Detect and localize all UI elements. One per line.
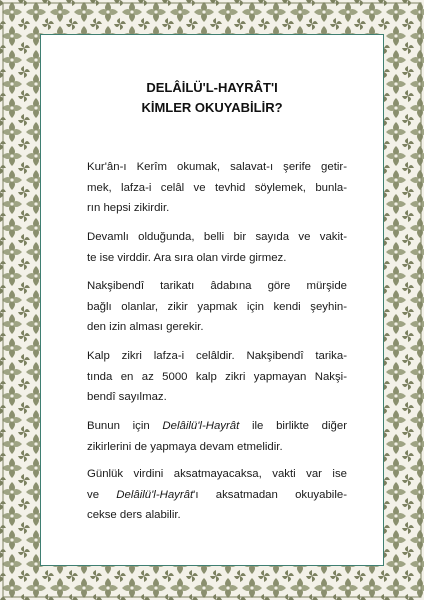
paragraph-line: te ise virddir. Ara sıra olan virde girmez. xyxy=(87,251,287,264)
paragraph-line: tında en az 5000 kalp zikri yapmayan Nakşi- xyxy=(87,370,347,383)
paragraph-line: mek, lafza-i celâl ve tevhid söylemek, bunla- xyxy=(87,181,347,194)
paragraph-5 xyxy=(87,416,347,457)
paragraph-line: Kur'ân-ı Kerîm okumak, salavat-ı şerife getir- xyxy=(87,161,347,173)
paragraph-line: cekse ders alabilir. xyxy=(87,509,181,521)
paragraph-line: Kalp zikri lafza-i celâldir. Nakşibendî tarika- xyxy=(87,350,347,362)
paragraph-line: Devamlı olduğunda, belli bir sayıda ve vakit- xyxy=(87,231,347,243)
paragraph-line xyxy=(87,416,347,437)
paragraph-line: bağlı olanlar, zikir yapmak için kendi şeyhin- xyxy=(87,300,347,313)
paragraph-1 xyxy=(87,157,347,219)
text-run: ve xyxy=(87,488,117,501)
page-title-line-1: DELÂİLÜ'L-HAYRÂT'I xyxy=(146,80,278,95)
paragraph-line: den izin alması gerekir. xyxy=(87,321,204,333)
page-title-line-2: KİMLER OKUYABİLİR? xyxy=(141,100,283,115)
text-run: ile birlikte diğer xyxy=(239,420,348,432)
paragraph-line xyxy=(87,485,347,506)
paragraph-line: bendî sayılmaz. xyxy=(87,391,167,403)
paragraph-line: Nakşibendî tarikatı âdabına göre mürşide xyxy=(87,280,347,292)
paragraph-line: Günlük virdini aksatmayacaksa, vakti var ise xyxy=(87,468,347,480)
book-title-italic: Delâilü'l-Hayrât xyxy=(116,488,194,501)
paragraph-2 xyxy=(87,227,347,268)
text-run: Bunun için xyxy=(87,420,163,432)
paragraph-line: rın hepsi zikirdir. xyxy=(87,202,170,214)
paragraph-6 xyxy=(87,464,347,526)
text-run: 'ı aksatmadan okuyabile- xyxy=(193,488,347,501)
paragraph-line: zikirlerini de yapmaya devam etmelidir. xyxy=(87,440,283,453)
paragraph-3 xyxy=(87,276,347,338)
book-title-italic: Delâilü'l-Hayrât xyxy=(162,420,240,432)
paragraph-4 xyxy=(87,346,347,408)
